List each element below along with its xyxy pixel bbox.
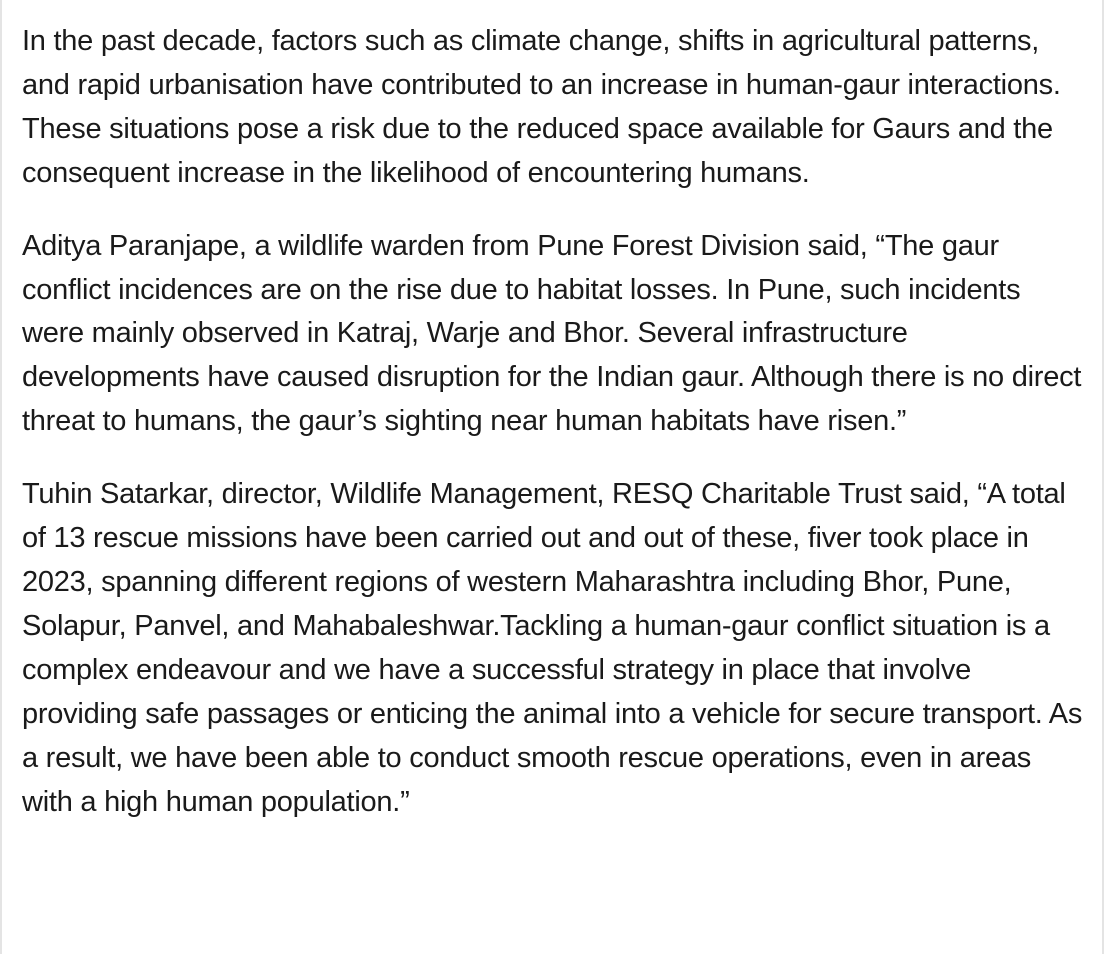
paragraph-context: In the past decade, factors such as climate change, shifts in agricultural patterns, and rapid urbanisation have contributed to an increase in human-gaur interactions. These situations pose a risk due to the reduced space available for Gaurs and the consequent increase in the likelihood of encountering humans. xyxy=(22,25,1061,189)
paragraph-satarkar-quote: Tuhin Satarkar, director, Wildlife Management, RESQ Charitable Trust said, “A total of 13 rescue missions have been carried out and out of these, fiver took place in 2023, spanning different regions of western Maharashtra including Bhor, Pune, Solapur, Panvel, and Mahabaleshwar.Tackling a human-gaur conflict situation is a complex endeavour and we have a successful strategy in place that involve providing safe passages or enticing the animal into a vehicle for secure transport. As a result, we have been able to conduct smooth rescue operations, even in areas with a high human population.” xyxy=(22,478,1083,818)
article-body xyxy=(22,20,1084,853)
left-border xyxy=(0,0,2,954)
paragraph-paranjape-quote: Aditya Paranjape, a wildlife warden from Pune Forest Division said, “The gaur conflict incidences are on the rise due to habitat losses. In Pune, such incidents were mainly observed in Katraj, Warje and Bhor. Several infrastructure developments have caused disruption for the Indian gaur. Although there is no direct threat to humans, the gaur’s sighting near human habitats have risen.” xyxy=(22,229,1082,438)
